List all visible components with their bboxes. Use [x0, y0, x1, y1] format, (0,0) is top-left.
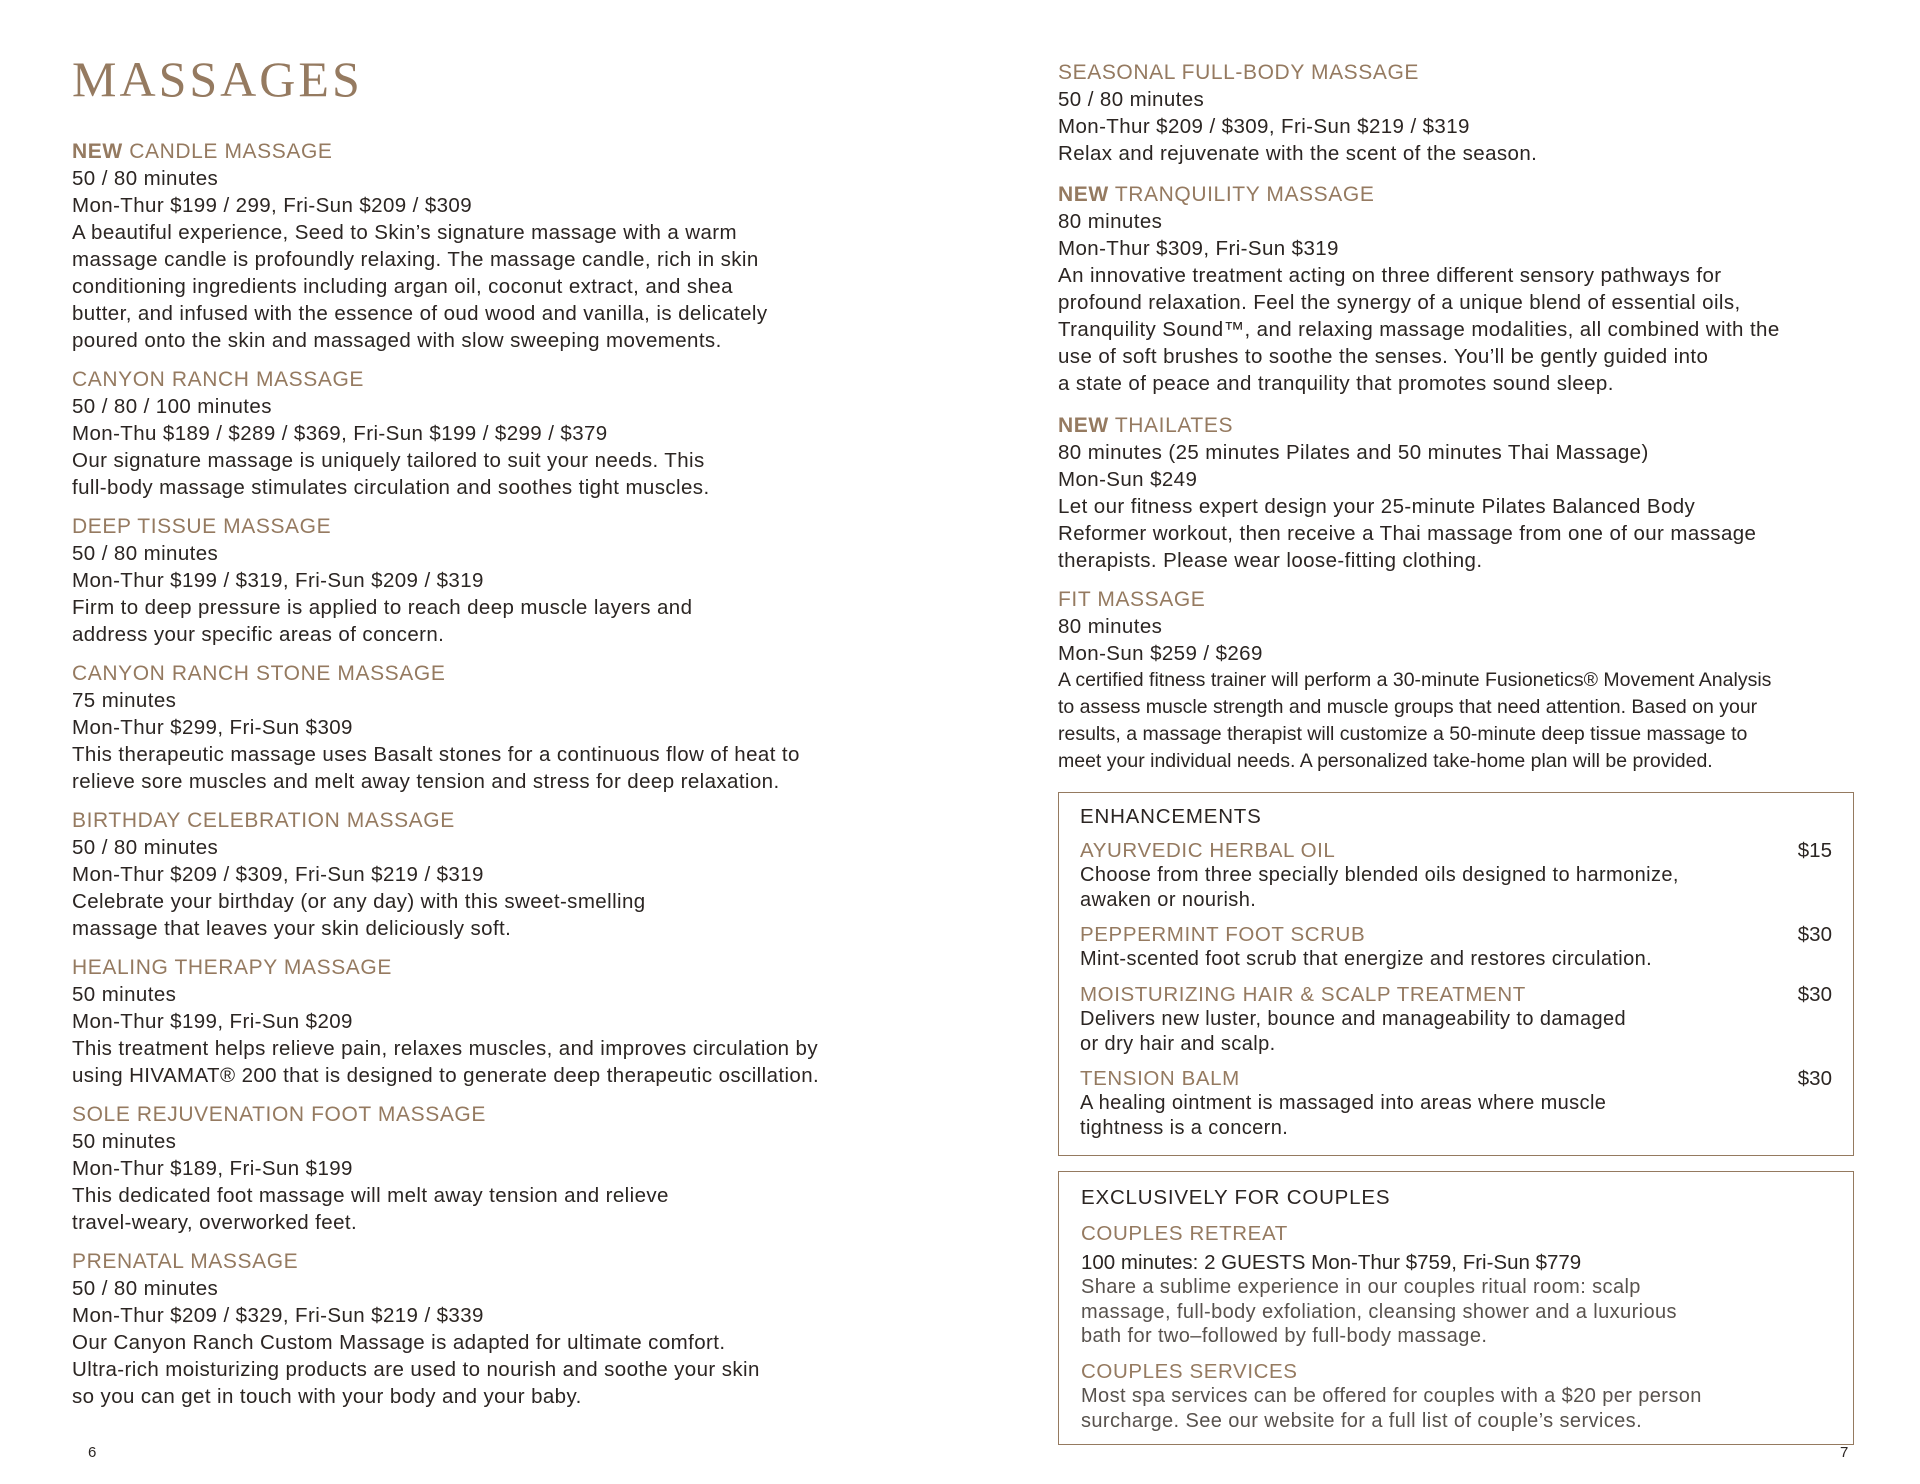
enhancement-name: AYURVEDIC HERBAL OIL — [1080, 839, 1336, 862]
couples-retreat-name: COUPLES RETREAT — [1081, 1222, 1288, 1245]
enhancement-description: Mint-scented foot scrub that energize and restores circulation. — [1080, 948, 1653, 970]
service-thailates — [1058, 412, 1854, 574]
service-price: Mon-Thur $199, Fri-Sun $209 — [72, 1010, 353, 1033]
service-description: Celebrate your birthday (or any day) with this sweet-smelling massage that leaves your skin deliciously soft. — [72, 890, 646, 940]
enhancement-peppermint-scrub — [1080, 922, 1832, 972]
service-duration: 75 minutes — [72, 689, 177, 712]
service-candle-massage — [72, 138, 862, 354]
service-prenatal-massage — [72, 1248, 862, 1410]
service-canyon-ranch-massage — [72, 366, 862, 501]
service-description: Our signature massage is uniquely tailored to suit your needs. This full-body massage stimulates circulation and soothes tight muscles. — [72, 449, 710, 499]
page-number-right: 7 — [1840, 1444, 1849, 1461]
service-duration: 50 / 80 / 100 minutes — [72, 395, 272, 418]
enhancement-ayurvedic-oil — [1080, 838, 1832, 912]
enhancement-name: TENSION BALM — [1080, 1067, 1240, 1090]
service-name: NEW THAILATES — [1058, 414, 1234, 437]
enhancement-price: $30 — [1797, 983, 1832, 1006]
service-foot-massage — [72, 1101, 862, 1236]
service-price: Mon-Thur $299, Fri-Sun $309 — [72, 716, 353, 739]
enhancement-price: $30 — [1797, 1067, 1832, 1090]
enhancement-description: A healing ointment is massaged into areas where muscle tightness is a concern. — [1080, 1092, 1607, 1139]
new-label: NEW — [1058, 183, 1109, 206]
service-name: SOLE REJUVENATION FOOT MASSAGE — [72, 1103, 486, 1126]
service-duration: 80 minutes — [1058, 615, 1163, 638]
service-price: Mon-Thur $309, Fri-Sun $319 — [1058, 237, 1339, 260]
new-label: NEW — [72, 140, 123, 163]
service-fit-massage — [1058, 586, 1854, 775]
service-birthday-massage — [72, 807, 862, 942]
service-stone-massage — [72, 660, 862, 795]
service-duration: 80 minutes (25 minutes Pilates and 50 minutes Thai Massage) — [1058, 441, 1649, 464]
couples-heading: EXCLUSIVELY FOR COUPLES — [1081, 1186, 1391, 1209]
couples-services-description: Most spa services can be offered for couples with a $20 per person surcharge. See our website for a full list of couple’s services. — [1081, 1385, 1702, 1432]
service-seasonal-massage — [1058, 59, 1854, 167]
service-description: Let our fitness expert design your 25-minute Pilates Balanced Body Reformer workout, then receive a Thai massage from one of our massage therapists. Please wear loose-fitting clothing. — [1058, 495, 1757, 572]
service-duration: 50 / 80 minutes — [1058, 88, 1205, 111]
service-duration: 50 minutes — [72, 983, 177, 1006]
service-description: Our Canyon Ranch Custom Massage is adapted for ultimate comfort. Ultra-rich moisturizing products are used to nourish and soothe your skin so you can get in touch with your body and your baby. — [72, 1331, 760, 1408]
service-healing-therapy-massage — [72, 954, 862, 1089]
couples-services-name: COUPLES SERVICES — [1081, 1360, 1298, 1383]
service-name: FIT MASSAGE — [1058, 588, 1206, 611]
service-name: NEW CANDLE MASSAGE — [72, 140, 333, 163]
page-number-left: 6 — [88, 1444, 97, 1461]
service-name: BIRTHDAY CELEBRATION MASSAGE — [72, 809, 455, 832]
service-price: Mon-Thu $189 / $289 / $369, Fri-Sun $199 / $299 / $379 — [72, 422, 608, 445]
service-name: CANYON RANCH MASSAGE — [72, 368, 365, 391]
service-name: CANYON RANCH STONE MASSAGE — [72, 662, 446, 685]
service-description: An innovative treatment acting on three different sensory pathways for profound relaxation. Feel the synergy of a unique blend of essential oils, Tranquility Sound™, and relaxing massage modalities, all combined with the use of soft brushes to soothe the senses. You’ll be gently guided into a state of peace and tranquility that promotes sound sleep. — [1058, 264, 1780, 395]
enhancement-name: MOISTURIZING HAIR & SCALP TREATMENT — [1080, 983, 1526, 1006]
service-price: Mon-Thur $199 / 299, Fri-Sun $209 / $309 — [72, 194, 473, 217]
service-name: HEALING THERAPY MASSAGE — [72, 956, 392, 979]
service-price: Mon-Thur $209 / $309, Fri-Sun $219 / $319 — [1058, 115, 1470, 138]
service-name: DEEP TISSUE MASSAGE — [72, 515, 332, 538]
service-description: This treatment helps relieve pain, relaxes muscles, and improves circulation by using HIVAMAT® 200 that is designed to generate deep therapeutic oscillation. — [72, 1037, 820, 1087]
service-price: Mon-Thur $189, Fri-Sun $199 — [72, 1157, 353, 1180]
service-description: A certified fitness trainer will perform a 30-minute Fusionetics® Movement Analysis to assess muscle strength and muscle groups that need attention. Based on your results, a massage therapist will customize a 50-minute deep tissue massage to meet your individual needs. A personalized take-home plan will be provided. — [1058, 669, 1772, 772]
enhancements-box — [1058, 792, 1854, 1156]
service-duration: 80 minutes — [1058, 210, 1163, 233]
couples-retreat-price: 100 minutes: 2 GUESTS Mon-Thur $759, Fri-Sun $779 — [1081, 1251, 1582, 1274]
service-description: This therapeutic massage uses Basalt stones for a continuous flow of heat to relieve sore muscles and melt away tension and stress for deep relaxation. — [72, 743, 800, 793]
service-name: NEW TRANQUILITY MASSAGE — [1058, 183, 1375, 206]
couples-box — [1058, 1171, 1854, 1445]
enhancement-price: $15 — [1797, 839, 1832, 862]
service-duration: 50 / 80 minutes — [72, 836, 219, 859]
enhancement-hair-scalp — [1080, 982, 1832, 1056]
service-description: A beautiful experience, Seed to Skin’s signature massage with a warm massage candle is profoundly relaxing. The massage candle, rich in skin conditioning ingredients including argan oil, coconut extract, and shea butter, and infused with the essence of oud wood and vanilla, is delicately poured onto the skin and massaged with slow sweeping movements. — [72, 221, 768, 352]
service-duration: 50 / 80 minutes — [72, 1277, 219, 1300]
service-description: Relax and rejuvenate with the scent of the season. — [1058, 142, 1538, 165]
enhancement-name: PEPPERMINT FOOT SCRUB — [1080, 923, 1366, 946]
couples-services — [1081, 1359, 1831, 1433]
service-duration: 50 minutes — [72, 1130, 177, 1153]
service-price: Mon-Sun $249 — [1058, 468, 1198, 491]
service-deep-tissue-massage — [72, 513, 862, 648]
service-duration: 50 / 80 minutes — [72, 167, 219, 190]
page-title: MASSAGES — [72, 51, 363, 107]
service-name: PRENATAL MASSAGE — [72, 1250, 299, 1273]
service-duration: 50 / 80 minutes — [72, 542, 219, 565]
service-name: SEASONAL FULL-BODY MASSAGE — [1058, 61, 1420, 84]
service-description: This dedicated foot massage will melt away tension and relieve travel-weary, overworked feet. — [72, 1184, 669, 1234]
service-price: Mon-Thur $209 / $329, Fri-Sun $219 / $339 — [72, 1304, 484, 1327]
service-description: Firm to deep pressure is applied to reach deep muscle layers and address your specific areas of concern. — [72, 596, 693, 646]
couples-retreat-description: Share a sublime experience in our couples ritual room: scalp massage, full-body exfoliation, cleansing shower and a luxurious bath for two–followed by full-body massage. — [1081, 1276, 1677, 1347]
couples-retreat — [1081, 1221, 1831, 1349]
enhancement-price: $30 — [1797, 923, 1832, 946]
service-price: Mon-Thur $209 / $309, Fri-Sun $219 / $319 — [72, 863, 484, 886]
new-label: NEW — [1058, 414, 1109, 437]
enhancements-heading: ENHANCEMENTS — [1080, 805, 1262, 828]
enhancement-tension-balm — [1080, 1066, 1832, 1140]
enhancement-description: Delivers new luster, bounce and manageability to damaged or dry hair and scalp. — [1080, 1008, 1627, 1055]
service-price: Mon-Thur $199 / $319, Fri-Sun $209 / $319 — [72, 569, 484, 592]
enhancement-description: Choose from three specially blended oils designed to harmonize, awaken or nourish. — [1080, 864, 1679, 911]
service-price: Mon-Sun $259 / $269 — [1058, 642, 1263, 665]
service-tranquility-massage — [1058, 181, 1854, 397]
